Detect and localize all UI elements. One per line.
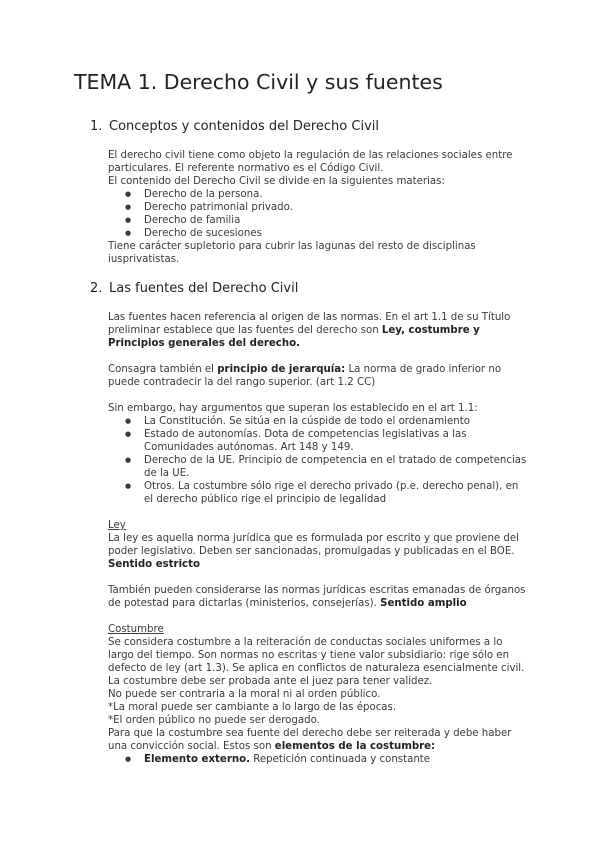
costumbre-paragraph-4: *La moral puede ser cambiante a lo largo de las épocas. xyxy=(108,702,397,713)
s1-paragraph-3: Tiene carácter supletorio para cubrir las lagunas del resto de disciplinas iusprivatistas. xyxy=(108,241,476,265)
s2-p2-text-b: La norma de grado inferior no puede contradecir la del rango superior. (art 1.2 CC) xyxy=(108,364,502,388)
ley-p2-text: También pueden considerarse las normas jurídicas escritas emanadas de órganos de potestad para dictarlas (ministerios, consejerías). xyxy=(108,585,526,609)
section-2-number: 2. xyxy=(90,281,103,296)
s1-paragraph-2: El contenido del Derecho Civil se divide en la siguientes materias: xyxy=(108,176,445,187)
section-2-body xyxy=(108,311,528,766)
s2-p1-bold: Ley, costumbre y Principios generales del derecho. xyxy=(108,325,480,349)
s2-p2-bold: principio de jerarquía: xyxy=(217,364,346,375)
costumbre-p6-bold: elementos de la costumbre: xyxy=(274,741,436,752)
costumbre-label: Costumbre xyxy=(108,624,164,635)
list-item: ● Derecho de la UE. Principio de competencia en el tratado de competencias de la UE. xyxy=(108,454,528,480)
list-item xyxy=(108,753,528,766)
s2-paragraph-3: Sin embargo, hay argumentos que superan los establecido en el art 1.1: xyxy=(108,403,478,414)
costumbre-p6-text: Para que la costumbre sea fuente del derecho debe ser reiterada y debe haber una convicción social. Estos son xyxy=(108,728,512,752)
element-text: Repetición continuada y constante xyxy=(249,754,431,765)
list-item: ● Derecho de sucesiones xyxy=(108,227,528,240)
ley-label: Ley xyxy=(108,520,126,531)
section-1-heading xyxy=(90,119,379,134)
section-1-title: Conceptos y contenidos del Derecho Civil xyxy=(109,119,379,134)
costumbre-paragraph-3: No puede ser contraria a la moral ni al orden público. xyxy=(108,689,381,700)
s2-paragraph-2 xyxy=(108,363,528,389)
s2-p1-text: Las fuentes hacen referencia al origen de las normas. En el art 1.1 de su Título preliminar establece que las fuentes del derecho son xyxy=(108,312,511,336)
s2-p2-text-a: Consagra también el xyxy=(108,364,218,375)
list-item: ● Otros. La costumbre sólo rige el derecho privado (p.e. derecho penal), en el derecho público rige el principio de legalidad xyxy=(108,480,528,506)
s2-argument-list xyxy=(108,415,528,506)
section-1-body xyxy=(108,149,528,266)
list-item: ● Derecho de familia xyxy=(108,214,528,227)
s1-subject-list xyxy=(108,188,528,240)
list-item: ● Derecho patrimonial privado. xyxy=(108,201,528,214)
section-2-title: Las fuentes del Derecho Civil xyxy=(109,281,299,296)
page-title: TEMA 1. Derecho Civil y sus fuentes xyxy=(74,70,443,94)
costumbre-paragraph-5: *El orden público no puede ser derogado. xyxy=(108,715,320,726)
ley-p1-bold: Sentido estricto xyxy=(108,559,200,570)
list-item: ● Derecho de la persona. xyxy=(108,188,528,201)
ley-paragraph-1 xyxy=(108,532,528,571)
ley-paragraph-2 xyxy=(108,584,528,610)
ley-p1-text: La ley es aquella norma jurídica que es formulada por escrito y que proviene del poder legislativo. Deben ser sancionadas, promulgadas y publicadas en el BOE. xyxy=(108,533,519,557)
list-item: ● Estado de autonomías. Dota de competencias legislativas a las Comunidades autónomas. Art 148 y 149. xyxy=(108,428,528,454)
ley-p2-bold: Sentido amplio xyxy=(380,598,467,609)
section-1-number: 1. xyxy=(90,119,103,134)
list-item: ● La Constitución. Se sitúa en la cúspide de todo el ordenamiento xyxy=(108,415,528,428)
costumbre-elements-list xyxy=(108,753,528,766)
section-2-heading xyxy=(90,281,298,296)
element-bold: Elemento externo. xyxy=(144,754,250,765)
s1-paragraph-1: El derecho civil tiene como objeto la regulación de las relaciones sociales entre particulares. El referente normativo es el Código Civil. xyxy=(108,150,513,174)
costumbre-paragraph-1: Se considera costumbre a la reiteración de conductas sociales uniformes a lo largo del tiempo. Son normas no escritas y tiene valor subsidiario: rige sólo en defecto de ley (art 1.3). Se aplica en conflictos de naturaleza esencialmente civil. xyxy=(108,637,525,674)
costumbre-paragraph-2: La costumbre debe ser probada ante el juez para tener validez. xyxy=(108,676,433,687)
s2-paragraph-1 xyxy=(108,311,528,350)
costumbre-paragraph-6 xyxy=(108,727,528,753)
